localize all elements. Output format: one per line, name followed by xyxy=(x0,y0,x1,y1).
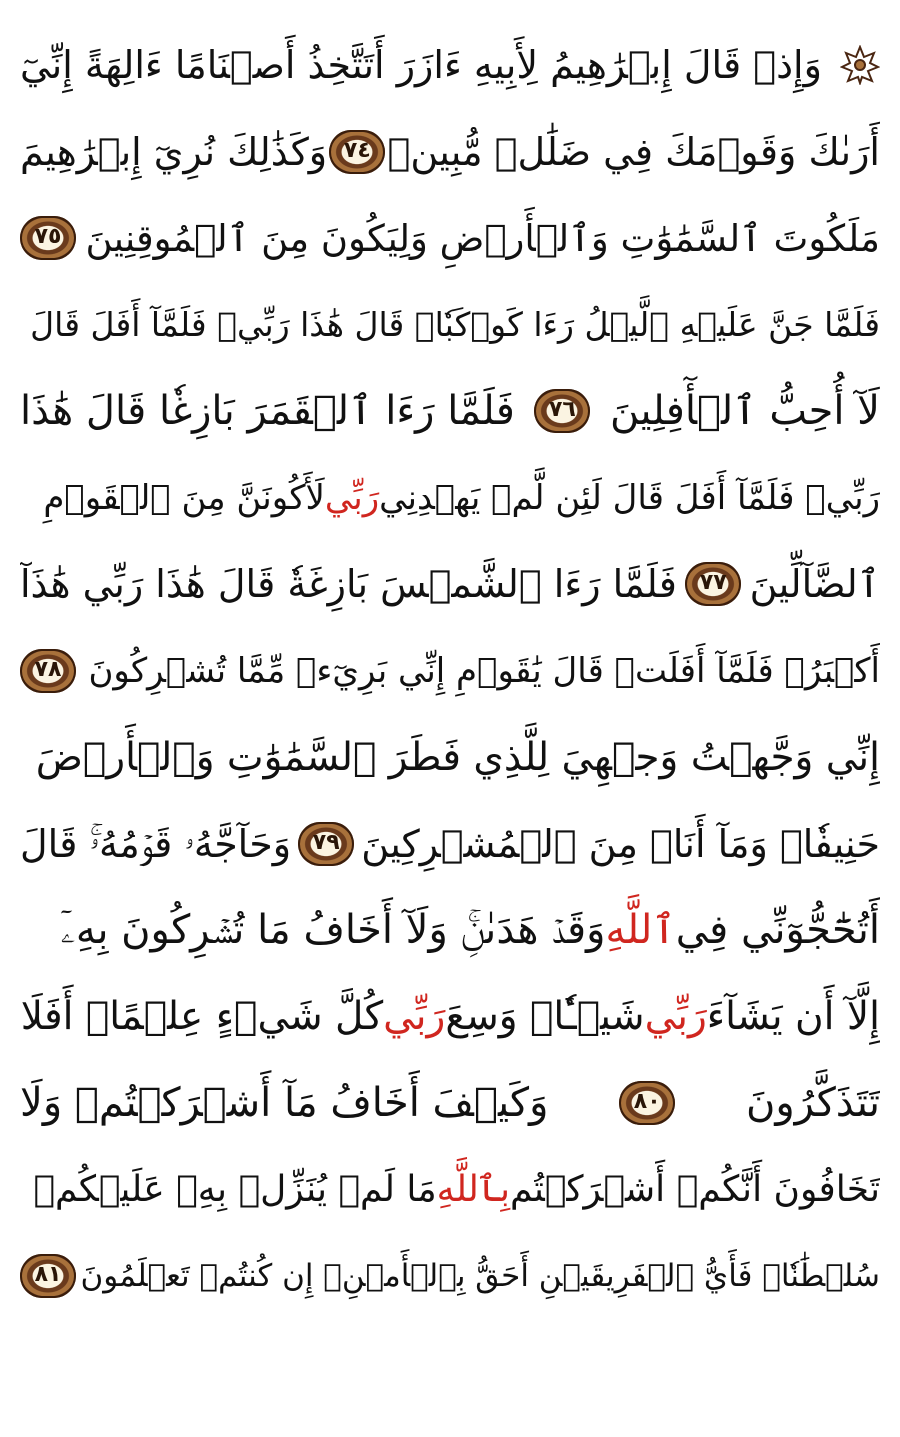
verse-number: ٧٦ xyxy=(548,397,576,423)
verse-text: أَكۡبَرُۖ فَلَمَّآ أَفَلَتۡ قَالَ يَٰقَوۡمِ إِنِّي بَرِيٓءٞ مِّمَّا تُشۡرِكُونَ xyxy=(88,650,880,691)
verse-line xyxy=(20,628,880,715)
verse-number-marker xyxy=(619,1081,675,1125)
text-run xyxy=(749,562,880,607)
verse-text: حَنِيفٗاۖ وَمَآ أَنَا۠ مِنَ ٱلۡمُشۡرِكِينَ xyxy=(361,821,880,866)
text-run xyxy=(33,1168,880,1210)
verse-number-marker xyxy=(20,1254,76,1298)
verse-text: وَإِذۡ قَالَ إِبۡرَٰهِيمُ لِأَبِيهِ ءَازَرَ أَتَتَّخِذُ أَصۡنَامًا ءَالِهَةً إِنِّيٓ xyxy=(20,43,822,88)
verse-number: ٧٤ xyxy=(343,137,371,163)
star-ornament-icon xyxy=(840,45,880,85)
text-run xyxy=(361,821,880,866)
divine-name-text: بِٱللَّهِ xyxy=(436,1168,510,1210)
verse-text: إِنِّي وَجَّهۡتُ وَجۡهِيَ لِلَّذِي فَطَرَ ٱلسَّمَٰوَٰتِ وَٱلۡأَرۡضَ xyxy=(35,734,880,780)
verse-text: فَلَمَّا رَءَا ٱلشَّمۡسَ بَازِغَةٗ قَالَ هَٰذَا رَبِّي هَٰذَآ xyxy=(20,562,677,607)
text-run xyxy=(35,734,880,780)
verse-text: وَحَآجَّهُۥ قَوۡمُهُۥۚ قَالَ xyxy=(20,821,292,866)
verse-text: لَآ أُحِبُّ ٱلۡأٓفِلِينَ xyxy=(609,388,880,435)
verse-text: مَلَكُوتَ ٱلسَّمَٰوَٰتِ وَٱلۡأَرۡضِ وَلِيَكُونَ مِنَ ٱلۡمُوقِنِينَ xyxy=(85,216,880,260)
verse-text: مَا لَمۡ يُنَزِّلۡ بِهِۦ عَلَيۡكُمۡ xyxy=(33,1168,437,1210)
text-run xyxy=(20,562,677,607)
verse-number-marker xyxy=(685,562,741,606)
verse-line xyxy=(20,974,880,1061)
verse-line xyxy=(20,714,880,801)
verse-number: ٧٩ xyxy=(312,829,340,855)
text-run xyxy=(60,907,880,954)
verse-number-marker xyxy=(329,130,385,174)
verse-line xyxy=(20,801,880,888)
verse-text: لَأَكُونَنَّ مِنَ ٱلۡقَوۡمِ xyxy=(43,477,325,518)
verse-line xyxy=(20,22,880,109)
divine-name-text: رَبِّي xyxy=(383,994,446,1040)
verse-number-marker xyxy=(298,822,354,866)
verse-text: ٱلضَّآلِّينَ xyxy=(749,562,880,607)
verse-text: أَتُحَٰٓجُّوٓنِّي فِي xyxy=(675,907,880,954)
verse-text: شَيۡـٔٗاۖ وَسِعَ xyxy=(445,994,645,1040)
text-run xyxy=(20,1080,549,1127)
text-run xyxy=(30,305,880,345)
verse-text: وَكَيۡفَ أَخَافُ مَآ أَشۡرَكۡتُمۡ وَلَا xyxy=(20,1080,549,1127)
verse-text: إِلَّآ أَن يَشَآءَ xyxy=(706,994,880,1040)
text-run xyxy=(20,388,515,435)
divine-name-text: رَبِّي xyxy=(644,994,707,1040)
verse-text: وَقَدۡ هَدَىٰنِۚ وَلَآ أَخَافُ مَا تُشۡرِكُونَ بِهِۦٓ xyxy=(60,907,606,954)
text-run xyxy=(85,216,880,260)
verse-number-marker xyxy=(20,649,76,693)
verse-text: كُلَّ شَيۡءٍ عِلۡمًاۖ أَفَلَا xyxy=(20,994,384,1040)
verse-line xyxy=(20,368,880,455)
verse-line xyxy=(20,1060,880,1147)
verse-line xyxy=(20,455,880,542)
text-run xyxy=(20,994,880,1040)
text-run xyxy=(609,388,880,435)
divine-name-text: رَبِّي xyxy=(324,477,380,518)
text-run xyxy=(43,477,880,518)
verse-text: رَبِّيۖ فَلَمَّآ أَفَلَ قَالَ لَئِن لَّمۡ يَهۡدِنِي xyxy=(379,477,880,518)
verse-text: تَتَذَكَّرُونَ xyxy=(745,1080,880,1127)
verse-text: وَكَذَٰلِكَ نُرِيٓ إِبۡرَٰهِيمَ xyxy=(20,129,328,174)
verse-line xyxy=(20,109,880,196)
divine-name-text: ٱللَّهِ xyxy=(605,907,676,954)
text-run xyxy=(20,43,822,88)
verse-text: تَخَافُونَ أَنَّكُمۡ أَشۡرَكۡتُم xyxy=(509,1168,880,1210)
verse-text: فَلَمَّا رَءَا ٱلۡقَمَرَ بَازِغٗا قَالَ هَٰذَا xyxy=(20,388,515,435)
verse-number-marker xyxy=(20,216,76,260)
text-run xyxy=(88,650,880,691)
text-run xyxy=(387,129,880,174)
verse-number: ٧٨ xyxy=(34,656,62,682)
verse-number: ٧٧ xyxy=(699,570,727,596)
verse-number-marker xyxy=(534,389,590,433)
verse-line xyxy=(20,541,880,628)
verse-number: ٨١ xyxy=(34,1262,62,1288)
verse-lines xyxy=(20,22,880,1320)
verse-line xyxy=(20,195,880,282)
verse-line xyxy=(20,1233,880,1320)
verse-number: ٨٠ xyxy=(633,1089,661,1115)
verse-line xyxy=(20,1147,880,1234)
verse-line xyxy=(20,887,880,974)
text-run xyxy=(745,1080,880,1127)
verse-text: فَلَمَّا جَنَّ عَلَيۡهِ ٱلَّيۡلُ رَءَا كَوۡكَبٗاۖ قَالَ هَٰذَا رَبِّيۖ فَلَمَّآ أَفَلَ قَالَ xyxy=(30,305,880,345)
verse-text: سُلۡطَٰنٗاۚ فَأَيُّ ٱلۡفَرِيقَيۡنِ أَحَقُّ بِٱلۡأَمۡنِۖ إِن كُنتُمۡ تَعۡلَمُونَ xyxy=(80,1257,880,1294)
text-run xyxy=(20,129,328,174)
text-run xyxy=(20,821,292,866)
verse-line xyxy=(20,282,880,369)
verse-text: أَرَىٰكَ وَقَوۡمَكَ فِي ضَلَٰلٖ مُّبِينٖ xyxy=(387,129,880,174)
text-run xyxy=(80,1257,880,1294)
verse-number: ٧٥ xyxy=(34,224,62,250)
